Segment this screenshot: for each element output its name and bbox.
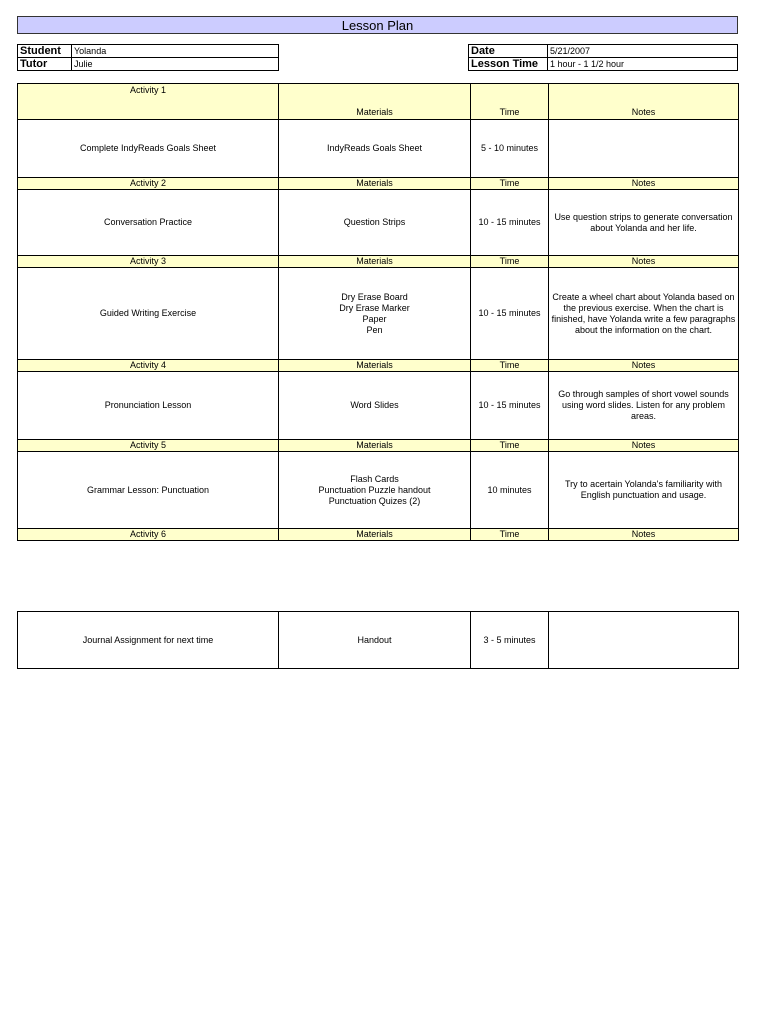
materials-header: Materials <box>279 360 471 372</box>
time-header: Time <box>471 440 549 452</box>
page-title: Lesson Plan <box>17 16 738 34</box>
activity-header-row <box>18 440 739 452</box>
material-item: Punctuation Quizes (2) <box>328 495 421 506</box>
activity-label: Activity 4 <box>18 360 279 372</box>
activity-header-row <box>18 360 739 372</box>
activity-materials <box>279 452 471 529</box>
journal-name: Journal Assignment for next time <box>18 612 279 669</box>
journal-notes <box>549 612 739 669</box>
material-item: Punctuation Puzzle handout <box>318 484 431 495</box>
activity-header-row <box>18 529 739 541</box>
activity-name: Conversation Practice <box>18 190 279 256</box>
material-item: Flash Cards <box>350 473 399 484</box>
info-table <box>17 44 738 71</box>
activity-header-row <box>18 178 739 190</box>
lesson-time-label: Lesson Time <box>469 58 548 71</box>
activity-row <box>18 268 739 360</box>
activity-name: Grammar Lesson: Punctuation <box>18 452 279 529</box>
activity-row <box>18 452 739 529</box>
notes-header: Notes <box>549 529 739 541</box>
activity-row <box>18 190 739 256</box>
activity-notes: Go through samples of short vowel sounds using word slides. Listen for any problem areas. <box>549 372 739 440</box>
activity-notes <box>549 120 739 178</box>
materials-header: Materials <box>279 84 471 120</box>
activity-time: 10 - 15 minutes <box>471 268 549 360</box>
material-item: Question Strips <box>343 217 406 227</box>
activity-label: Activity 5 <box>18 440 279 452</box>
activity-notes: Use question strips to generate conversation about Yolanda and her life. <box>549 190 739 256</box>
activity-label: Activity 2 <box>18 178 279 190</box>
time-header: Time <box>471 529 549 541</box>
time-header: Time <box>471 360 549 372</box>
journal-table <box>17 611 739 669</box>
notes-header: Notes <box>549 84 739 120</box>
activity-time: 5 - 10 minutes <box>471 120 549 178</box>
materials-header: Materials <box>279 256 471 268</box>
activity-materials <box>279 268 471 360</box>
journal-materials: Handout <box>279 612 471 669</box>
activity-name: Complete IndyReads Goals Sheet <box>18 120 279 178</box>
info-spacer <box>279 58 469 71</box>
activity-label: Activity 6 <box>18 529 279 541</box>
activity-time: 10 - 15 minutes <box>471 190 549 256</box>
materials-header: Materials <box>279 178 471 190</box>
activity-header-row <box>18 84 739 120</box>
material-item: Word Slides <box>350 400 399 410</box>
notes-header: Notes <box>549 178 739 190</box>
info-spacer <box>279 45 469 58</box>
material-item: Dry Erase Marker <box>339 302 410 313</box>
journal-time: 3 - 5 minutes <box>471 612 549 669</box>
time-header: Time <box>471 256 549 268</box>
activity-time: 10 - 15 minutes <box>471 372 549 440</box>
tutor-label: Tutor <box>18 58 72 71</box>
tutor-value: Julie <box>72 58 279 71</box>
lesson-plan-table <box>17 83 739 541</box>
activity-header-row <box>18 256 739 268</box>
journal-row <box>18 612 739 669</box>
activity-time: 10 minutes <box>471 452 549 529</box>
material-item: Paper <box>362 313 387 324</box>
activity-notes: Try to acertain Yolanda's familiarity with English punctuation and usage. <box>549 452 739 529</box>
materials-header: Materials <box>279 529 471 541</box>
activity-name: Guided Writing Exercise <box>18 268 279 360</box>
notes-header: Notes <box>549 256 739 268</box>
material-item: IndyReads Goals Sheet <box>326 143 423 153</box>
date-label: Date <box>469 45 548 58</box>
material-item: Pen <box>366 324 383 335</box>
activity-materials <box>279 120 471 178</box>
activity-row <box>18 372 739 440</box>
material-item: Dry Erase Board <box>341 291 408 302</box>
activity-notes: Create a wheel chart about Yolanda based on the previous exercise. When the chart is finished, have Yolanda write a few paragraphs about the information on the chart. <box>549 268 739 360</box>
activity-materials <box>279 372 471 440</box>
activity-label: Activity 1 <box>18 84 279 120</box>
student-value: Yolanda <box>72 45 279 58</box>
time-header: Time <box>471 178 549 190</box>
activity-label: Activity 3 <box>18 256 279 268</box>
materials-header: Materials <box>279 440 471 452</box>
time-header: Time <box>471 84 549 120</box>
activity-row <box>18 120 739 178</box>
lesson-time-value: 1 hour - 1 1/2 hour <box>548 58 738 71</box>
notes-header: Notes <box>549 360 739 372</box>
date-value: 5/21/2007 <box>548 45 738 58</box>
notes-header: Notes <box>549 440 739 452</box>
student-label: Student <box>18 45 72 58</box>
activity-name: Pronunciation Lesson <box>18 372 279 440</box>
activity-materials <box>279 190 471 256</box>
